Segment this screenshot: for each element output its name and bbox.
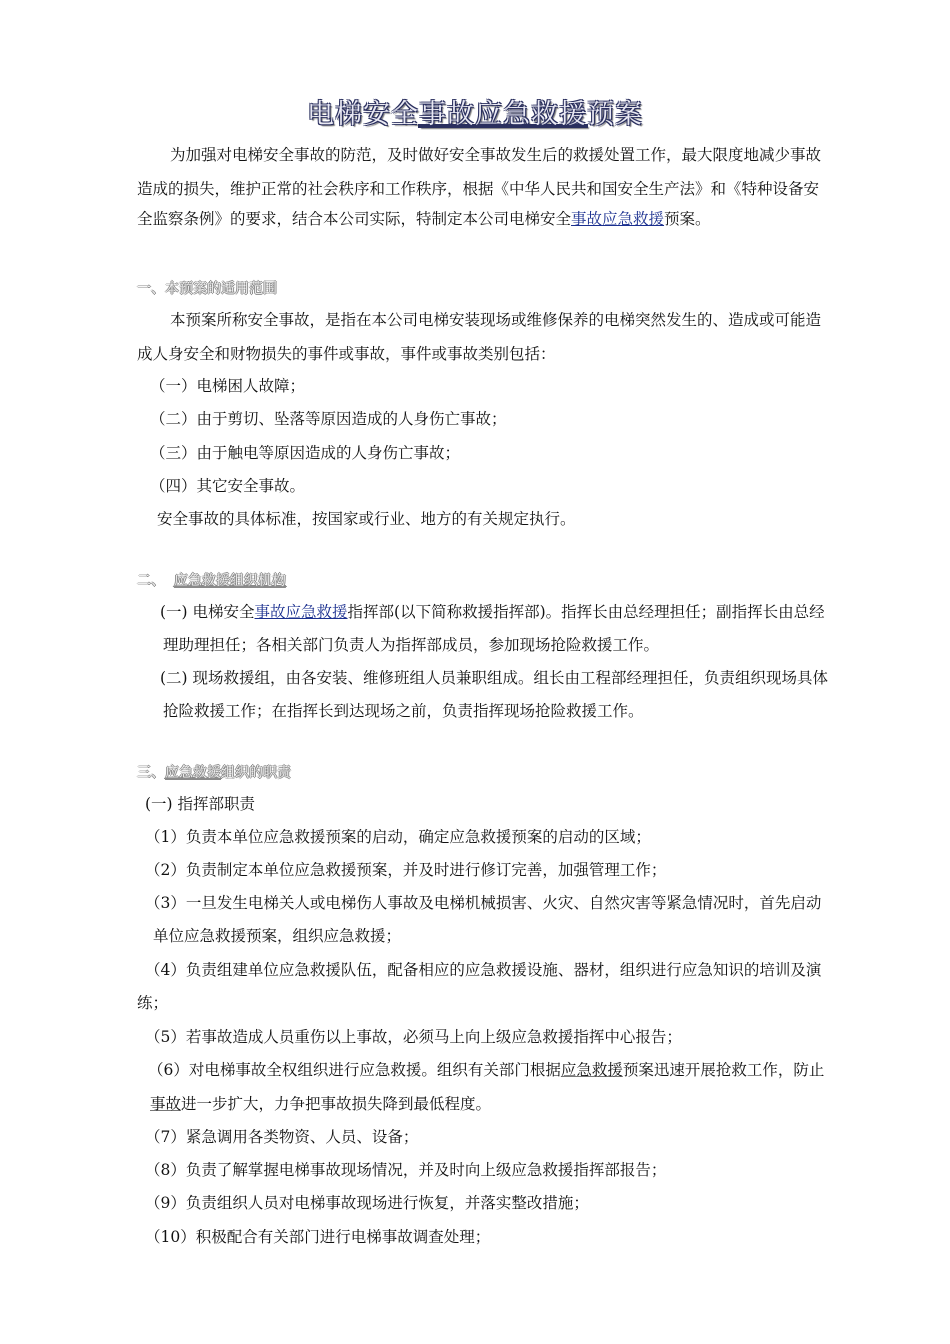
section-1-para-line-2: 成人身安全和财物损失的事件或事故，事件或事故类别包括：: [137, 345, 556, 363]
section-1-item-4: （四）其它安全事故。: [150, 477, 306, 495]
section-1-heading: 一、本预案的适用范围: [137, 281, 277, 297]
section-2-heading-text: 应急救援组织机构: [173, 573, 286, 589]
section-2-item-2-line-1: (二) 现场救援组，由各安装、维修班组人员兼职组成。组长由工程部经理担任，负责组织现场具体: [160, 669, 829, 687]
title-link[interactable]: 事故应急救援: [419, 99, 587, 130]
section-2-item-1-rest: 指挥部(以下简称救援指挥部)。指挥长由总经理担任；副指挥长由总经: [347, 603, 825, 621]
section-2-item-1-line-1: [160, 595, 825, 629]
duty-2: （2）负责制定本单位应急救援预案，并及时进行修订完善，加强管理工作；: [145, 861, 667, 879]
section-1-item-2: （二）由于剪切、坠落等原因造成的人身伤亡事故；: [150, 410, 507, 428]
duty-1: （1）负责本单位应急救援预案的启动，确定应急救援预案的启动的区域；: [145, 828, 651, 846]
section-3-heading-number: 三、: [137, 765, 165, 781]
intro-line-3-end: 预案。: [664, 210, 711, 228]
duty-6-underlined: 应急救援: [560, 1061, 623, 1079]
duty-4-line-2: 练；: [137, 994, 169, 1012]
intro-link[interactable]: 事故应急救援: [571, 210, 665, 228]
intro-line-3: [137, 202, 711, 236]
duty-6-line-2-rest: 进一步扩大，力争把事故损失降到最低程度。: [181, 1095, 492, 1113]
duty-6-line-1: [148, 1053, 824, 1087]
duty-6-text: （6）对电梯事故全权组织进行应急救援。组织有关部门根据: [148, 1061, 561, 1079]
section-2-item-2-line-2: 抢险救援工作；在指挥长到达现场之前，负责指挥现场抢险救援工作。: [163, 702, 644, 720]
duty-7: （7）紧急调用各类物资、人员、设备；: [145, 1128, 419, 1146]
section-1-item-3: （三）由于触电等原因造成的人身伤亡事故；: [150, 444, 461, 462]
section-3-heading-underlined: 应急救援: [165, 765, 221, 781]
title-prefix: 电梯安全: [307, 99, 419, 130]
section-3-heading-rest: 组织的职责: [221, 765, 291, 781]
section-1-closing: 安全事故的具体标准，按国家或行业、地方的有关规定执行。: [157, 510, 576, 528]
duty-6-line-2: [150, 1087, 491, 1121]
document-title: [0, 92, 950, 131]
section-3-subheading: (一) 指挥部职责: [145, 795, 256, 813]
section-3-heading: [137, 762, 291, 782]
duty-3-line-1: （3）一旦发生电梯关人或电梯伤人事故及电梯机械损害、火灾、自然灾害等紧急情况时，首先启动: [145, 894, 822, 912]
title-suffix: 预案: [587, 99, 643, 130]
intro-line-2: 造成的损失，维护正常的社会秩序和工作秩序，根据《中华人民共和国安全生产法》和《特种设备安: [137, 180, 820, 198]
duty-6-line-2-underlined: 事故: [150, 1095, 182, 1113]
intro-line-1: 为加强对电梯安全事故的防范，及时做好安全事故发生后的救援处置工作，最大限度地减少事故: [170, 146, 822, 164]
section-2-item-1-text: (一) 电梯安全: [160, 603, 255, 621]
duty-10: （10）积极配合有关部门进行电梯事故调查处理；: [145, 1228, 491, 1246]
section-1-item-1: （一）电梯困人故障；: [150, 377, 306, 395]
intro-line-3-text: 全监察条例》的要求，结合本公司实际，特制定本公司电梯安全: [137, 210, 572, 228]
duty-4-line-1: （4）负责组建单位应急救援队伍，配备相应的应急救援设施、器材，组织进行应急知识的培训及演: [145, 961, 822, 979]
section-2-heading-number: 二、: [137, 573, 165, 589]
duty-9: （9）负责组织人员对电梯事故现场进行恢复，并落实整改措施；: [145, 1194, 589, 1212]
section-1-para-line-1: 本预案所称安全事故，是指在本公司电梯安装现场或维修保养的电梯突然发生的、造成或可能造: [170, 311, 822, 329]
duty-3-line-2: 单位应急救援预案，组织应急救援；: [153, 927, 402, 945]
duty-8: （8）负责了解掌握电梯事故现场情况，并及时向上级应急救援指挥部报告；: [145, 1161, 667, 1179]
duty-5: （5）若事故造成人员重伤以上事故，必须马上向上级应急救援指挥中心报告；: [145, 1028, 682, 1046]
duty-6-rest: 预案迅速开展抢救工作，防止: [622, 1061, 825, 1079]
section-2-heading: [137, 570, 286, 590]
section-2-link[interactable]: 事故应急救援: [254, 603, 348, 621]
section-2-item-1-line-2: 理助理担任；各相关部门负责人为指挥部成员，参加现场抢险救援工作。: [163, 636, 660, 654]
